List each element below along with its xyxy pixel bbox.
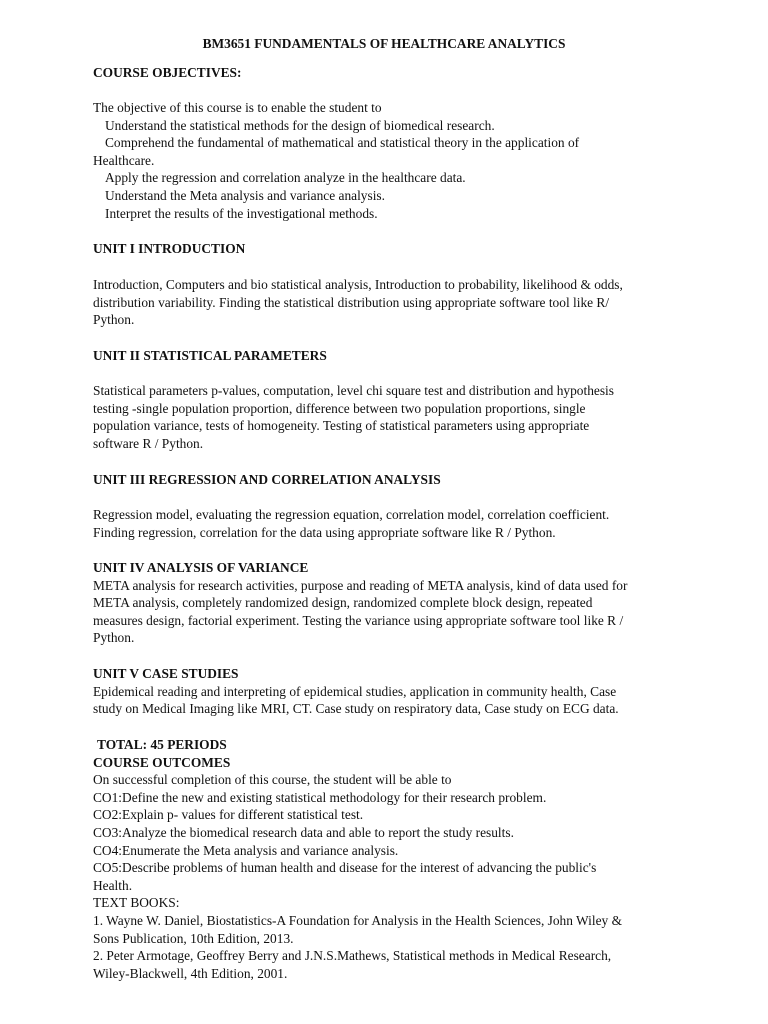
textbook-line: Sons Publication, 10th Edition, 2013.	[93, 930, 294, 946]
outcome-line: On successful completion of this course, the student will be able to	[93, 772, 452, 788]
outcome-line: CO3:Analyze the biomedical research data and able to report the study results.	[93, 824, 514, 840]
unit2-heading: UNIT II STATISTICAL PARAMETERS	[93, 348, 327, 363]
unit2-line: testing -single population proportion, difference between two population proportions, single	[93, 400, 586, 416]
unit3-heading: UNIT III REGRESSION AND CORRELATION ANALYSIS	[93, 472, 441, 487]
unit1-line: Introduction, Computers and bio statistical analysis, Introduction to probability, likelihood & odds,	[93, 277, 623, 292]
unit1-heading: UNIT I INTRODUCTION	[93, 241, 246, 256]
objective-item: Comprehend the fundamental of mathematical and statistical theory in the application of	[105, 135, 580, 151]
unit2-line: software R / Python.	[93, 435, 204, 451]
outcome-line: CO4:Enumerate the Meta analysis and variance analysis.	[93, 842, 399, 858]
objective-item: Apply the regression and correlation analyze in the healthcare data.	[105, 170, 466, 186]
objective-item: Understand the statistical methods for the design of biomedical research.	[105, 117, 495, 133]
objective-item: Understand the Meta analysis and variance analysis.	[105, 187, 385, 203]
unit4-line: META analysis for research activities, purpose and reading of META analysis, kind of data used for	[93, 577, 628, 593]
unit5-section	[93, 665, 683, 718]
unit2-line: population variance, tests of homogeneity. Testing of statistical parameters using appropriate	[93, 418, 590, 434]
unit5-line: Epidemical reading and interpreting of epidemical studies, application in community health, Case	[93, 683, 617, 699]
unit4-line: META analysis, completely randomized design, randomized complete block design, repeated	[93, 595, 593, 611]
unit5-heading: UNIT V CASE STUDIES	[93, 666, 239, 681]
total-periods: TOTAL: 45 PERIODS	[97, 737, 227, 752]
objective-item-continuation: Healthcare.	[93, 152, 155, 168]
outcome-line: CO5:Describe problems of human health and disease for the interest of advancing the public's	[93, 860, 597, 876]
objectives-section	[93, 64, 683, 82]
textbook-line: 2. Peter Armotage, Geoffrey Berry and J.N.S.Mathews, Statistical methods in Medical Research,	[93, 948, 612, 964]
unit2-line: Statistical parameters p-values, computation, level chi square test and distribution and hypothesis	[93, 383, 614, 398]
outcomes-heading: COURSE OUTCOMES	[93, 754, 231, 770]
outcome-line: CO1:Define the new and existing statistical methodology for their research problem.	[93, 789, 547, 805]
unit4-line: Python.	[93, 630, 135, 646]
unit3-line: Finding regression, correlation for the data using appropriate software like R / Python.	[93, 524, 556, 540]
unit4-section	[93, 559, 683, 647]
unit1-body	[93, 276, 683, 329]
document-title: BM3651 FUNDAMENTALS OF HEALTHCARE ANALYTICS	[202, 36, 566, 51]
outcome-line: CO2:Explain p- values for different statistical test.	[93, 807, 364, 823]
unit5-line: study on Medical Imaging like MRI, CT. Case study on respiratory data, Case study on ECG data.	[93, 701, 619, 717]
objectives-list	[93, 99, 683, 222]
unit1-line: Python.	[93, 312, 135, 328]
unit3-line: Regression model, evaluating the regression equation, correlation model, correlation coefficient.	[93, 507, 610, 522]
unit1-line: distribution variability. Finding the statistical distribution using appropriate software tool like R/	[93, 294, 610, 310]
unit4-line: measures design, factorial experiment. Testing the variance using appropriate software tool like R /	[93, 612, 624, 628]
textbooks-heading: TEXT BOOKS:	[93, 895, 180, 911]
unit2-body	[93, 382, 683, 452]
closing-section	[93, 736, 683, 982]
objective-item: Interpret the results of the investigational methods.	[105, 205, 378, 221]
unit4-heading: UNIT IV ANALYSIS OF VARIANCE	[93, 560, 309, 575]
textbook-line: 1. Wayne W. Daniel, Biostatistics-A Foundation for Analysis in the Health Sciences, John Wiley &	[93, 912, 622, 928]
unit3-body	[93, 506, 683, 541]
outcome-line: Health.	[93, 877, 133, 893]
textbook-line: Wiley-Blackwell, 4th Edition, 2001.	[93, 965, 288, 981]
objectives-intro: The objective of this course is to enable the student to	[93, 100, 382, 115]
objectives-heading: COURSE OBJECTIVES:	[93, 65, 242, 80]
